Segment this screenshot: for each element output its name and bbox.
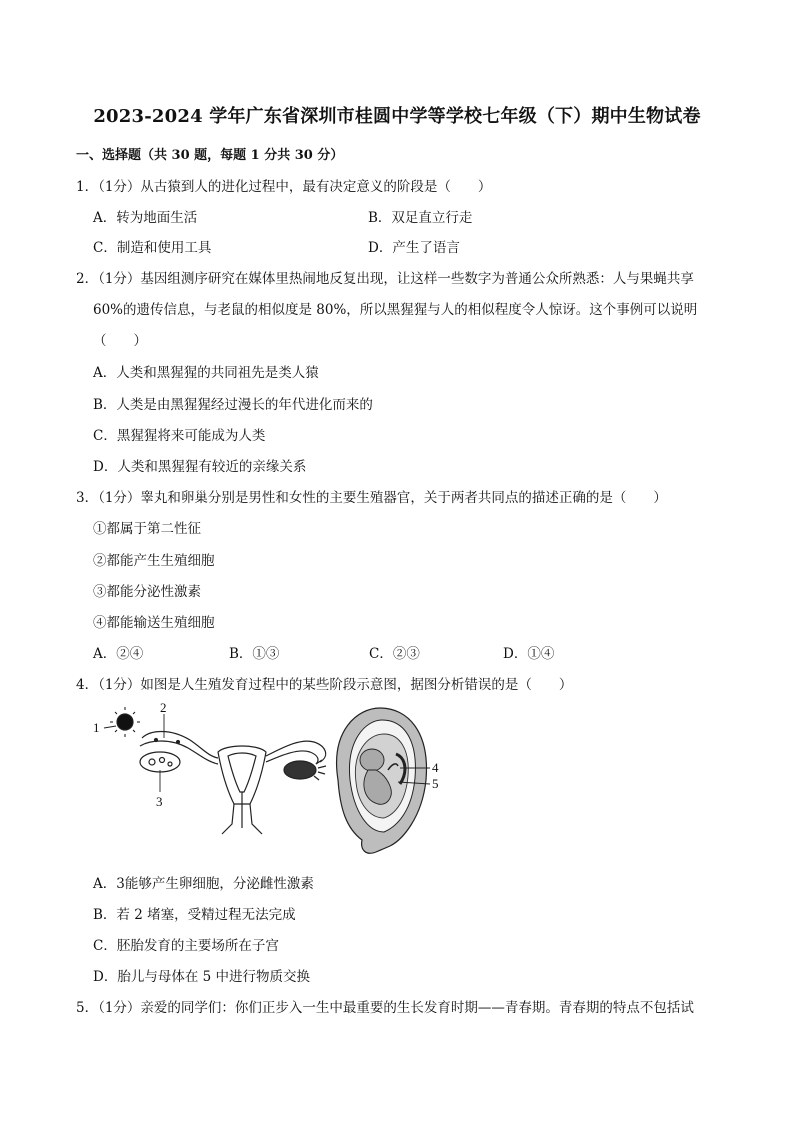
q2-stem-line1: 2．（1分）基因组测序研究在媒体里热闹地反复出现，让这样一些数字为普通公众所熟悉：人与果蝇共享 bbox=[76, 271, 694, 287]
q3-option-b[interactable]: B．①③ bbox=[229, 646, 280, 662]
label-4: 4 bbox=[432, 760, 439, 775]
q3-statement-2: ②都能产生生殖细胞 bbox=[93, 553, 215, 569]
q1-option-c[interactable]: C．制造和使用工具 bbox=[93, 240, 212, 256]
q2-option-c[interactable]: C．黑猩猩将来可能成为人类 bbox=[93, 428, 266, 444]
label-2: 2 bbox=[160, 700, 167, 715]
q2-stem-line3: （ ） bbox=[93, 333, 147, 349]
q4-option-d[interactable]: D．胎儿与母体在 5 中进行物质交换 bbox=[93, 969, 310, 985]
q4-stem: 4．（1分）如图是人生殖发育过程中的某些阶段示意图，据图分析错误的是（ ） bbox=[76, 677, 573, 693]
label-3: 3 bbox=[156, 794, 163, 809]
q3-statement-4: ④都能输送生殖细胞 bbox=[93, 615, 215, 631]
fetus-figure bbox=[337, 708, 439, 853]
q1-option-d[interactable]: D．产生了语言 bbox=[368, 240, 460, 256]
q1-option-b[interactable]: B．双足直立行走 bbox=[368, 210, 473, 226]
q3-stem: 3．（1分）睾丸和卵巢分别是男性和女性的主要生殖器官，关于两者共同点的描述正确的是（ ） bbox=[76, 490, 667, 506]
section-heading: 一、选择题（共 30 题，每题 1 分共 30 分） bbox=[76, 148, 344, 163]
q5-stem: 5．（1分）亲爱的同学们：你们正步入一生中最重要的生长发育时期——青春期。青春期的特点不包括试 bbox=[76, 1000, 694, 1016]
exam-title: 2023-2024 学年广东省深圳市桂圆中学等学校七年级（下）期中生物试卷 bbox=[93, 106, 701, 127]
q4-option-b[interactable]: B．若 2 堵塞，受精过程无法完成 bbox=[93, 907, 296, 923]
q3-statement-3: ③都能分泌性激素 bbox=[93, 584, 201, 600]
q4-option-c[interactable]: C．胚胎发育的主要场所在子宫 bbox=[93, 938, 279, 954]
q3-option-d[interactable]: D．①④ bbox=[503, 646, 555, 662]
label-5: 5 bbox=[432, 776, 439, 791]
q3-option-a[interactable]: A．②④ bbox=[93, 646, 144, 662]
q2-option-d[interactable]: D．人类和黑猩猩有较近的亲缘关系 bbox=[93, 459, 307, 475]
q3-option-c[interactable]: C．②③ bbox=[369, 646, 420, 662]
uterus-figure bbox=[110, 707, 326, 834]
q2-stem-line2: 60%的遗传信息，与老鼠的相似度是 80%，所以黑猩猩与人的相似程度令人惊讶。这个事例可以说明 bbox=[93, 302, 698, 318]
q2-option-a[interactable]: A．人类和黑猩猩的共同祖先是类人猿 bbox=[93, 365, 319, 381]
q1-stem: 1．（1分）从古猿到人的进化过程中，最有决定意义的阶段是（ ） bbox=[76, 179, 492, 195]
q1-option-a[interactable]: A．转为地面生活 bbox=[93, 210, 198, 226]
q4-option-a[interactable]: A．3能够产生卵细胞，分泌雌性激素 bbox=[93, 876, 314, 892]
q2-option-b[interactable]: B．人类是由黑猩猩经过漫长的年代进化而来的 bbox=[93, 397, 373, 413]
q3-statement-1: ①都属于第二性征 bbox=[93, 521, 201, 537]
label-1: 1 bbox=[93, 720, 100, 735]
q4-diagram bbox=[90, 700, 450, 860]
